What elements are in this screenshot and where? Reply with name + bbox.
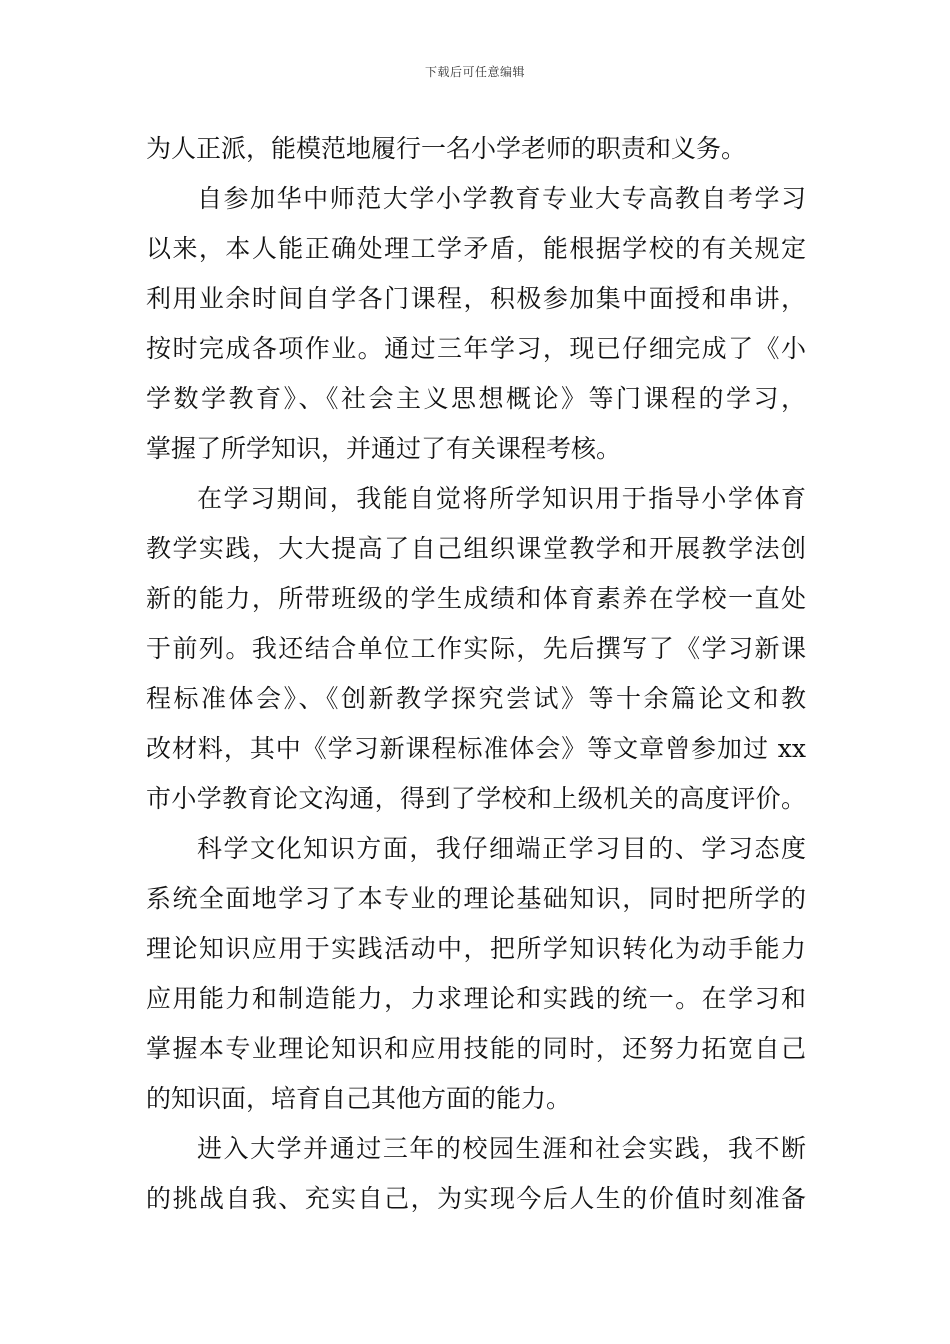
text-line: 自参加华中师范大学小学教育专业大专高教自考学习	[197, 184, 806, 213]
text-line: 进入大学并通过三年的校园生涯和社会实践，我不断	[197, 1134, 806, 1163]
text-line: 的挑战自我、充实自己，为实现今后人生的价值时刻准备	[146, 1184, 806, 1213]
text-line: 应用能力和制造能力，力求理论和实践的统一。在学习和	[146, 984, 806, 1013]
text-line: 为人正派，能模范地履行一名小学老师的职责和义务。	[146, 134, 747, 163]
text-line: 按时完成各项作业。通过三年学习，现已仔细完成了《小	[146, 334, 806, 363]
text-line: 的知识面，培育自己其他方面的能力。	[146, 1084, 572, 1113]
text-line: 掌握了所学知识，并通过了有关课程考核。	[146, 434, 622, 463]
text-line: 程标准体会》、《创新教学探究尝试》等十余篇论文和教	[146, 684, 806, 713]
text-line: 市小学教育论文沟通，得到了学校和上级机关的高度评价。	[146, 784, 806, 813]
text-line: 改材料，其中《学习新课程标准体会》等文章曾参加过 xx	[146, 734, 806, 763]
text-line: 在学习期间，我能自觉将所学知识用于指导小学体育	[197, 484, 806, 513]
text-line: 教学实践，大大提高了自己组织课堂教学和开展教学法创	[146, 534, 806, 563]
text-line: 于前列。我还结合单位工作实际，先后撰写了《学习新课	[146, 634, 806, 663]
text-line: 新的能力，所带班级的学生成绩和体育素养在学校一直处	[146, 584, 806, 613]
text-line: 学数学教育》、《社会主义思想概论》等门课程的学习，	[146, 384, 806, 413]
page-header: 下载后可任意编辑	[424, 65, 525, 79]
text-line: 理论知识应用于实践活动中，把所学知识转化为动手能力	[146, 934, 806, 963]
text-line: 以来，本人能正确处理工学矛盾，能根据学校的有关规定	[146, 234, 806, 263]
text-line: 科学文化知识方面，我仔细端正学习目的、学习态度	[197, 834, 806, 863]
text-line: 利用业余时间自学各门课程，积极参加集中面授和串讲，	[146, 284, 806, 313]
text-line: 系统全面地学习了本专业的理论基础知识，同时把所学的	[146, 884, 806, 913]
text-line: 掌握本专业理论知识和应用技能的同时，还努力拓宽自己	[146, 1034, 806, 1063]
